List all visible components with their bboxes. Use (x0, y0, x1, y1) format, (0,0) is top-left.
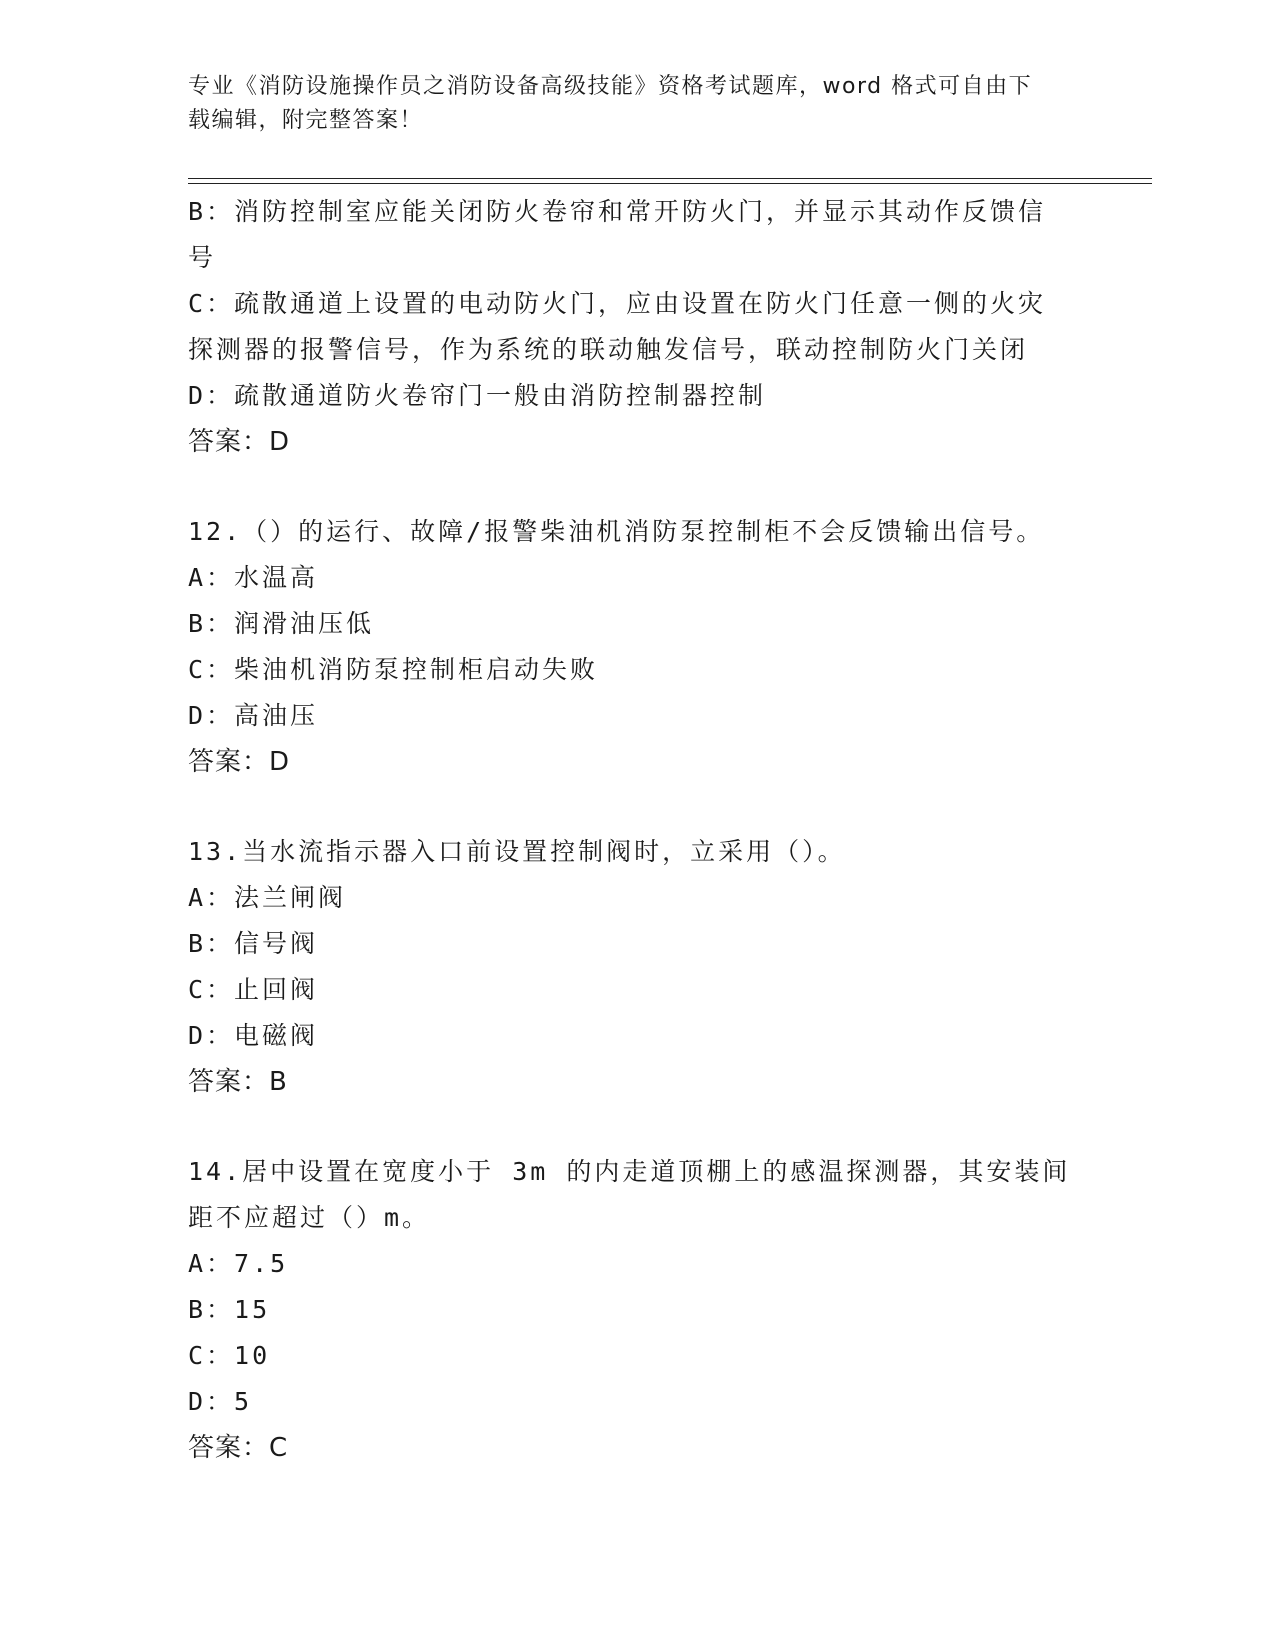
option-a: A：水温高 (188, 563, 319, 592)
question-stem-line-2: 距不应超过（）m。 (188, 1203, 431, 1232)
option-d: D：高油压 (188, 701, 319, 730)
option-b: B：信号阀 (188, 929, 319, 958)
spacer (188, 1105, 1088, 1149)
header-line-2: 载编辑，附完整答案！ (188, 108, 424, 133)
option-d: D：疏散通道防火卷帘门一般由消防控制器控制 (188, 381, 767, 410)
option-b: B：15 (188, 1295, 271, 1324)
question-stem-line-1: 14.居中设置在宽度小于 3m 的内走道顶棚上的感温探测器，其安装间 (188, 1157, 1071, 1186)
option-b-line-2: 号 (188, 243, 217, 272)
option-b: B：润滑油压低 (188, 609, 375, 638)
question-14 (188, 1149, 1088, 1471)
option-b-line-1: B：消防控制室应能关闭防火卷帘和常开防火门，并显示其动作反馈信 (188, 197, 1047, 226)
option-a: A：法兰闸阀 (188, 883, 347, 912)
question-stem: 13.当水流指示器入口前设置控制阀时，立采用（）。 (188, 837, 846, 866)
answer-line: 答案：D (188, 427, 291, 457)
question-stem: 12.（）的运行、故障/报警柴油机消防泵控制柜不会反馈输出信号。 (188, 517, 1045, 546)
header-line-1: 专业《消防设施操作员之消防设备高级技能》资格考试题库，word 格式可自由下 (188, 74, 1033, 99)
question-13 (188, 829, 1088, 1105)
question-12 (188, 509, 1088, 785)
option-d: D：5 (188, 1387, 253, 1416)
option-c: C：10 (188, 1341, 271, 1370)
spacer (188, 465, 1088, 509)
option-c: C：柴油机消防泵控制柜启动失败 (188, 655, 599, 684)
answer-line: 答案：B (188, 1067, 288, 1097)
answer-line: 答案：D (188, 747, 291, 777)
question-content (188, 189, 1088, 1471)
option-d: D：电磁阀 (188, 1021, 319, 1050)
option-c-line-2: 探测器的报警信号，作为系统的联动触发信号，联动控制防火门关闭 (188, 335, 1029, 364)
header-divider-bottom (188, 183, 1152, 184)
header-divider-top (188, 178, 1152, 179)
option-c-line-1: C：疏散通道上设置的电动防火门，应由设置在防火门任意一侧的火灾 (188, 289, 1047, 318)
spacer (188, 785, 1088, 829)
question-11-continued (188, 189, 1088, 465)
option-a: A：7.5 (188, 1249, 289, 1278)
document-header (188, 70, 1068, 138)
answer-line: 答案：C (188, 1433, 289, 1463)
option-c: C：止回阀 (188, 975, 319, 1004)
